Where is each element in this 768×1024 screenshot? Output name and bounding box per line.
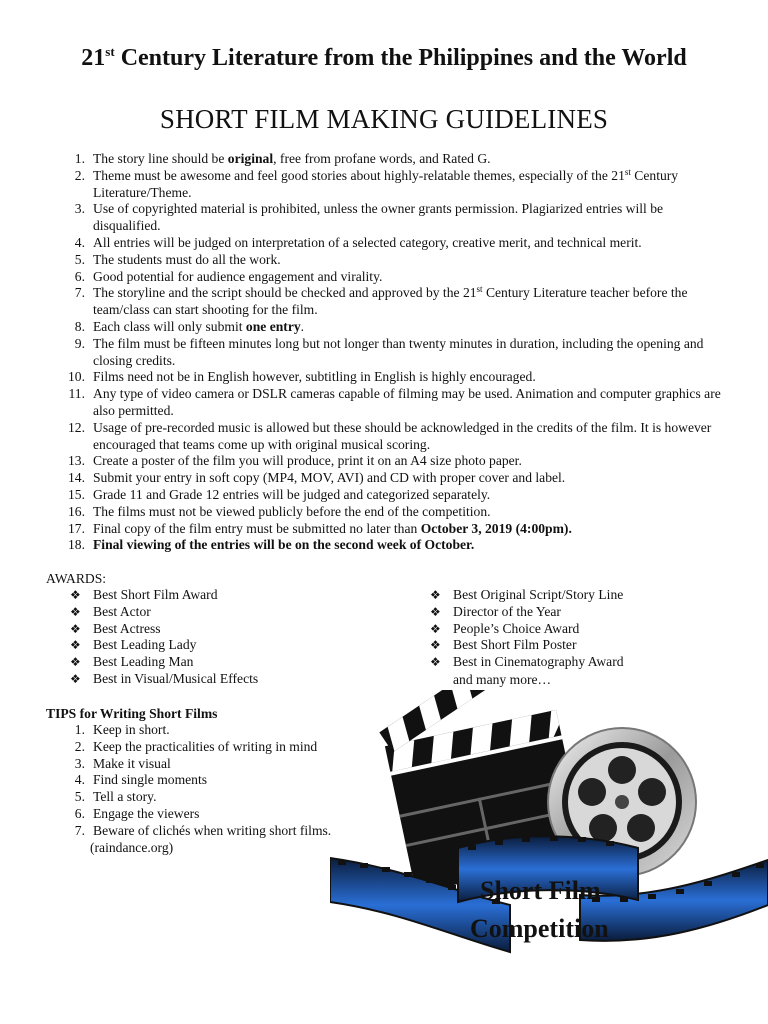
award-item [430,587,624,604]
diamond-bullet-icon: ❖ [70,638,81,653]
guideline-text: Create a poster of the film you will produce, print it on an A4 size photo paper. [93,453,522,469]
tip-number: 3. [74,755,85,771]
guideline-number: 9. [74,335,85,351]
award-name: Best in Cinematography Award [453,654,624,670]
award-item [70,587,258,604]
guideline-text: st [476,284,483,295]
guideline-number: 13. [68,453,85,469]
guideline-item [60,201,732,235]
tips-heading: TIPS for Writing Short Films [46,706,218,721]
guideline-text: Theme must be awesome and feel good stories about highly-relatable themes, especially of the 21 [93,167,625,183]
tip-text: Beware of clichés when writing short films. [93,822,332,838]
guideline-text: October 3, 2019 (4:00pm). [420,520,572,536]
guideline-item [60,151,732,168]
tip-number: 1. [74,722,85,737]
award-item [70,671,258,688]
guideline-item [60,319,732,336]
guideline-item [60,420,732,454]
tip-text: Keep the practicalities of writing in mind [93,738,318,754]
award-item [430,637,624,654]
award-name: Best Actor [93,603,151,619]
guideline-item [60,470,732,487]
guideline-number: 2. [74,167,85,183]
award-item [70,637,258,654]
diamond-bullet-icon: ❖ [70,621,81,636]
tip-text: Engage the viewers [93,805,200,821]
tip-text: Make it visual [93,755,171,771]
awards-list-right [430,587,624,671]
diamond-bullet-icon: ❖ [70,588,81,602]
guideline-text: The storyline and the script should be checked and approved by the 21 [93,285,477,301]
tip-number: 7. [74,822,85,838]
guidelines-list [60,151,732,554]
award-item [70,604,258,621]
tip-number: 6. [74,805,85,821]
award-name: Best in Visual/Musical Effects [93,670,259,686]
tip-text: Keep in short. [93,722,170,737]
tip-number: 4. [74,772,85,788]
award-name: Best Original Script/Story Line [453,587,624,602]
diamond-bullet-icon: ❖ [430,638,441,653]
guideline-item [60,504,732,521]
graphic-line1: Short Film [480,876,601,905]
award-item [430,604,624,621]
film-clapperboard-reel-illustration [330,690,768,990]
guideline-number: 14. [68,470,85,486]
diamond-bullet-icon: ❖ [430,621,441,636]
tip-item [60,772,331,789]
tip-number: 2. [74,738,85,754]
diamond-bullet-icon: ❖ [430,588,441,602]
guideline-item [60,487,732,504]
guideline-text: Final copy of the film entry must be submitted no later than [93,520,421,536]
tip-text: Tell a story. [93,789,157,805]
guideline-text: Each class will only submit [93,318,246,334]
award-item [70,621,258,638]
award-name: Best Short Film Award [93,587,218,602]
guideline-number: 11. [68,386,85,402]
guideline-text: Any type of video camera or DSLR cameras capable of filming may be used. Animation and computer graphics are also permitted. [93,386,721,418]
diamond-bullet-icon: ❖ [430,604,441,619]
guideline-item [60,537,732,554]
guideline-text: The story line should be [93,151,228,166]
guideline-text: Usage of pre-recorded music is allowed but these should be acknowledged in the credits of the film. It is however encouraged that teams come up with original musical scoring. [93,419,712,452]
guideline-item [60,386,732,420]
guideline-text: The film must be fifteen minutes long but not longer than twenty minutes in duration, including the opening and closing credits. [93,335,704,368]
tip-item [60,739,331,756]
guideline-text: Good potential for audience engagement and virality. [93,268,383,284]
guideline-text: All entries will be judged on interpretation of a selected category, creative merit, and technical merit. [93,234,642,250]
diamond-bullet-icon: ❖ [70,604,81,619]
guideline-number: 15. [68,486,85,502]
awards-heading: AWARDS: [46,571,107,586]
guideline-number: 18. [68,537,85,553]
guideline-text: The students must do all the work. [93,251,281,267]
tip-number: 5. [74,789,85,805]
awards-list-left [70,587,258,688]
award-name: Best Leading Man [93,654,194,670]
guideline-item [60,235,732,252]
guideline-item [60,369,732,386]
document-subtitle: SHORT FILM MAKING GUIDELINES [159,104,609,134]
guideline-item [60,285,732,319]
award-item [70,654,258,671]
award-item [430,654,624,671]
tip-item [60,806,331,823]
guideline-number: 1. [74,151,85,166]
guideline-text: Use of copyrighted material is prohibited, unless the owner grants permission. Plagiarized entries will be disqualified. [93,201,664,234]
guideline-text: st [624,166,631,177]
tips-list [60,722,331,840]
diamond-bullet-icon: ❖ [70,671,81,686]
guideline-item [60,252,732,269]
guideline-number: 12. [68,419,85,435]
guideline-text: , free from profane words, and Rated G. [273,151,491,166]
guideline-item [60,168,732,202]
guideline-text: original [227,151,274,166]
guideline-number: 7. [74,285,85,301]
tip-text: Find single moments [93,772,208,788]
guideline-number: 6. [74,268,85,284]
graphic-line2: Competition [470,914,609,943]
guideline-number: 4. [74,234,85,250]
guideline-number: 3. [74,201,85,217]
guideline-text: . [300,318,305,334]
short-film-competition-graphic [330,690,768,990]
award-name: People’s Choice Award [453,620,580,636]
guideline-text: one entry [245,318,301,334]
guideline-number: 8. [74,318,85,334]
guideline-text: Films need not be in English however, subtitling in English is highly encouraged. [93,369,536,385]
guideline-number: 10. [68,369,85,385]
guideline-text: Century Literature teacher before the team/class can start shooting for the film. [93,285,688,318]
awards-more: and many more… [453,672,552,687]
guideline-item [60,521,732,538]
tip-item [60,756,331,773]
award-name: Best Short Film Poster [453,637,577,653]
award-name: Best Actress [93,620,161,636]
diamond-bullet-icon: ❖ [430,655,441,670]
award-item [430,621,624,638]
tip-item [60,789,331,806]
guideline-number: 17. [68,520,85,536]
guideline-number: 5. [74,251,85,267]
document-title: 21st Century Literature from the Philippines and the World [81,44,687,71]
guideline-text: Grade 11 and Grade 12 entries will be judged and categorized separately. [93,486,491,502]
award-name: Director of the Year [453,603,561,619]
guideline-text: Submit your entry in soft copy (MP4, MOV, AVI) and CD with proper cover and label. [93,470,566,486]
guideline-number: 16. [68,503,85,519]
award-name: Best Leading Lady [93,637,197,653]
guideline-item [60,453,732,470]
guideline-item [60,336,732,370]
guideline-text: Final viewing of the entries will be on the second week of October. [93,537,475,553]
tip-item [60,823,331,840]
guideline-text: Century Literature/Theme. [93,167,679,200]
tip-item [60,722,331,739]
guideline-text: The films must not be viewed publicly before the end of the competition. [93,503,491,519]
tips-source: (raindance.org) [90,840,174,855]
guideline-item [60,269,732,286]
diamond-bullet-icon: ❖ [70,655,81,670]
